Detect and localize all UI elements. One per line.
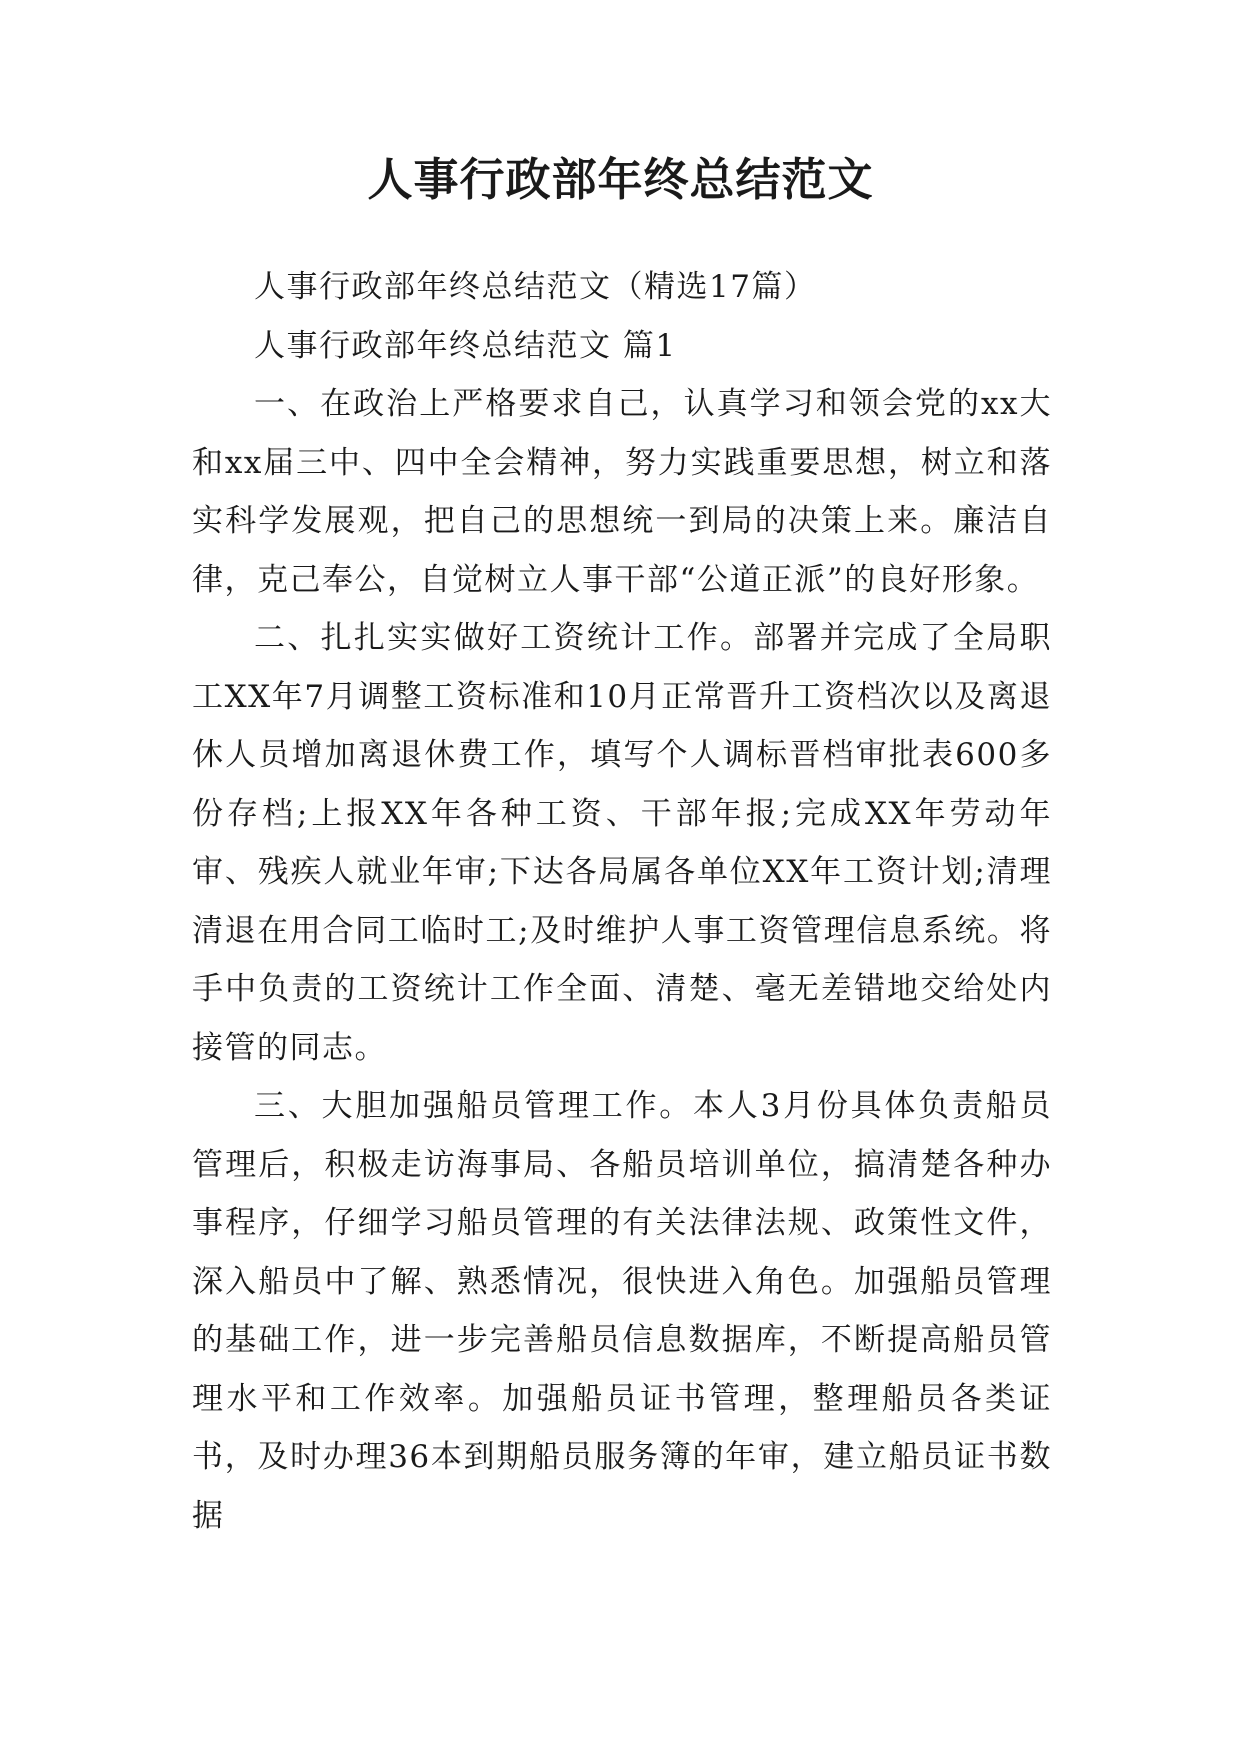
document-title: 人事行政部年终总结范文 (367, 153, 874, 206)
document-subtitle: 人事行政部年终总结范文（精选17篇） (254, 269, 817, 305)
paragraph-3: 三、大胆加强船员管理工作。本人3月份具体负责船员管理后，积极走访海事局、各船员培训单位，搞清楚各种办事程序，仔细学习船员管理的有关法律法规、政策性文件，深入船员中了解、熟悉情况，很快进入角色。加强船员管理的基础工作，进一步完善船员信息数据库，不断提高船员管理水平和工作效率。加强船员证书管理，整理船员各类证书，及时办理36本到期船员服务簿的年审，建立船员证书数据 (192, 1088, 1052, 1534)
paragraph-2: 二、扎扎实实做好工资统计工作。部署并完成了全局职工XX年7月调整工资标准和10月正常晋升工资档次以及离退休人员增加离退休费工作，填写个人调标晋档审批表600多份存档;上报XX年各种工资、干部年报;完成XX年劳动年审、残疾人就业年审;下达各局属各单位XX年工资计划;清理清退在用合同工临时工;及时维护人事工资管理信息系统。将手中负责的工资统计工作全面、清楚、毫无差错地交给处内接管的同志。 (192, 620, 1052, 1066)
document-body (192, 258, 1052, 1545)
section-heading: 人事行政部年终总结范文 篇1 (254, 327, 677, 364)
paragraph-1: 一、在政治上严格要求自己，认真学习和领会党的xx大和xx届三中、四中全会精神，努力实践重要思想，树立和落实科学发展观，把自己的思想统一到局的决策上来。廉洁自律，克己奉公，自觉树立人事干部“公道正派”的良好形象。 (192, 386, 1052, 598)
